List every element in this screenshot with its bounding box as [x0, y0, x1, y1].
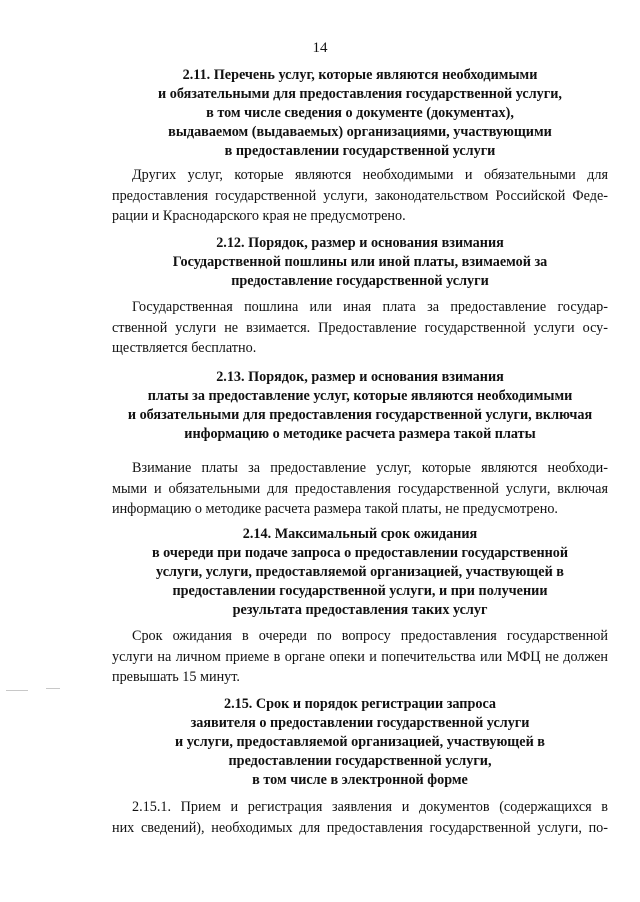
section-2-13-paragraph: [112, 458, 608, 520]
heading-line: в том числе сведения о документе (документах),: [206, 105, 514, 121]
section-2-14-heading: [112, 525, 608, 620]
heading-line: информацию о методике расчета размера такой платы: [184, 426, 536, 442]
heading-line: в том числе в электронной форме: [252, 772, 468, 788]
paragraph-line: Государственная пошлина или иная плата за предоставление государ-: [132, 299, 608, 315]
section-2-12-paragraph: [112, 297, 608, 359]
paragraph-line: ществляется бесплатно.: [112, 340, 257, 356]
heading-line: в предоставлении государственной услуги: [224, 143, 496, 159]
heading-line: 2.12. Порядок, размер и основания взимания: [216, 235, 504, 251]
paragraph-line: информацию о методике расчета размера такой платы, не предусмотрено.: [112, 501, 558, 517]
heading-line: 2.11. Перечень услуг, которые являются необходимыми: [182, 67, 538, 83]
section-2-15-heading: [112, 695, 608, 790]
paragraph-line: превышать 15 минут.: [112, 669, 240, 685]
heading-line: выдаваемом (выдаваемых) организациями, участвующими: [168, 124, 552, 140]
section-2-14-paragraph: [112, 626, 608, 688]
section-2-11-heading: [112, 66, 608, 161]
heading-line: и услуги, предоставляемой организацией, участвующей в: [175, 734, 545, 750]
heading-line: предоставлении государственной услуги, и при получении: [172, 583, 548, 599]
paragraph-line: 2.15.1. Прием и регистрация заявления и документов (содержащихся в: [132, 799, 608, 815]
heading-line: результата предоставления таких услуг: [232, 602, 488, 618]
heading-line: предоставление государственной услуги: [231, 273, 489, 289]
paragraph-line: Других услуг, которые являются необходимыми и обязательными для: [132, 167, 608, 183]
paragraph-line: Взимание платы за предоставление услуг, которые являются необходи-: [132, 460, 608, 476]
heading-line: и обязательными для предоставления государственной услуги,: [158, 86, 562, 102]
heading-line: 2.13. Порядок, размер и основания взимания: [216, 369, 504, 385]
section-2-12-heading: [112, 234, 608, 291]
heading-line: заявителя о предоставлении государственной услуги: [190, 715, 530, 731]
paragraph-line: мыми и обязательными для предоставления государственной услуги, включая: [112, 480, 608, 497]
scan-speck: [6, 690, 28, 691]
paragraph-line: предоставления государственной услуги, законодательством Российской Феде-: [112, 187, 608, 204]
heading-line: платы за предоставление услуг, которые являются необходимыми: [147, 388, 573, 404]
heading-line: 2.14. Максимальный срок ожидания: [242, 526, 478, 542]
paragraph-line: них сведений), необходимых для предоставления государственной услуги, по-: [112, 819, 608, 836]
heading-line: предоставлении государственной услуги,: [228, 753, 492, 769]
heading-line: 2.15. Срок и порядок регистрации запроса: [223, 696, 497, 712]
paragraph-line: рации и Краснодарского края не предусмотрено.: [112, 208, 406, 224]
page-number: 14: [312, 40, 328, 56]
heading-line: услуги, услуги, предоставляемой организацией, участвующей в: [156, 564, 564, 580]
heading-line: и обязательными для предоставления государственной услуги, включая: [127, 407, 593, 423]
heading-line: в очереди при подаче запроса о предоставлении государственной: [151, 545, 569, 561]
scan-speck: [46, 688, 60, 689]
section-2-13-heading: [112, 368, 608, 444]
paragraph-line: Срок ожидания в очереди по вопросу предоставления государственной: [132, 628, 608, 644]
heading-line: Государственной пошлины или иной платы, взимаемой за: [172, 254, 548, 270]
paragraph-line: услуги на личном приеме в органе опеки и попечительства или МФЦ не должен: [112, 648, 608, 665]
paragraph-line: ственной услуги не взимается. Предоставление государственной услуги осу-: [112, 319, 608, 336]
section-2-15-paragraph: [112, 797, 608, 838]
section-2-11-paragraph: [112, 165, 608, 227]
